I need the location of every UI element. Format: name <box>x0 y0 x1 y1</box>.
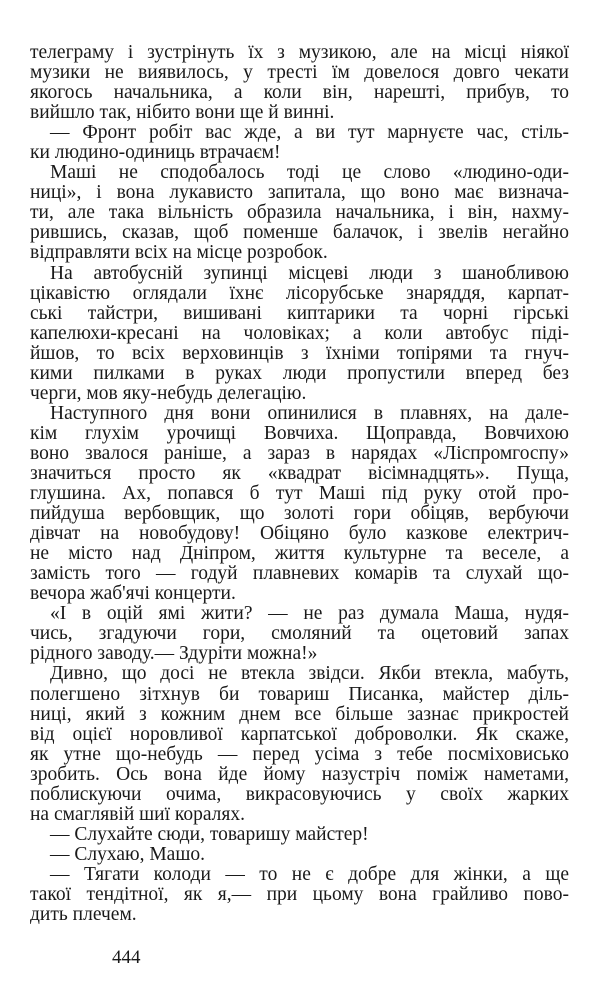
text-line: глушина. Ах, попався б тут Маші під руку отой про- <box>30 483 569 505</box>
text-line: від оцієї норовливої карпатської добровoлки. Як скаже, <box>30 723 569 745</box>
paragraph <box>30 604 569 664</box>
text-line: ти, але така вільність образила начальника, і він, нахму- <box>30 202 569 224</box>
text-line: не місто над Дніпром, життя культурне та веселе, а <box>30 543 569 565</box>
text-line: черги, мов яку-небудь делегацію. <box>30 382 307 404</box>
text-line: Наступного дня вони опинилися в плавнях, на дале- <box>50 402 569 424</box>
text-line: капелюхи-кресані на чоловіках; а коли автобус піді- <box>30 322 569 344</box>
text-line: ські тайстри, вишивані киптарики та чорні гірські <box>30 302 569 324</box>
paragraph <box>30 123 569 163</box>
text-line: Дивно, що досі не втекла звідси. Якби втекла, мабуть, <box>50 663 569 685</box>
text-line: вийшло так, нібито вони ще й винні. <box>30 102 335 124</box>
paragraph <box>30 845 569 865</box>
text-line: ниці, який з кожним днем все більше зазнає прикростей <box>30 703 569 725</box>
text-line: музики не виявилось, у тресті їм довелося довго чекати <box>30 62 569 84</box>
text-line: йшов, то всіх верховинців з їхніми топірями та гнуч- <box>30 342 569 364</box>
paragraph <box>30 825 569 845</box>
paragraph <box>30 404 569 604</box>
text-line: чись, згадуючи гори, смоляний та оцетовий запах <box>30 623 569 645</box>
text-line: воно звалося раніше, а зараз в нарядах «Ліспромгоспу» <box>30 442 569 464</box>
text-line: кими пилками в руках люди пропустили вперед без <box>30 362 569 384</box>
text-line: відправляти всіх на місце розробок. <box>30 242 328 264</box>
text-line: такої тендітної, як я,— при цьому вона грайливо пово- <box>30 883 569 905</box>
text-line: — Слухаю, Машо. <box>50 843 205 865</box>
text-line: пийдуша вербовщик, що золоті гори обіцяв, вербуючи <box>30 503 569 525</box>
page-body-text <box>30 43 569 925</box>
text-line: рившись, сказав, щоб поменше балачок, і звелів негайно <box>30 222 569 244</box>
text-line: зробить. Ось вона йде йому назустріч поміж наметами, <box>30 763 569 785</box>
text-line: на смаглявій шиї коралях. <box>30 803 246 825</box>
text-line: — Тягати колоди — то не є добре для жінки, а ще <box>50 863 569 885</box>
text-line: значиться просто як «квадрат вісімнадцять». Пуща, <box>30 462 569 484</box>
text-line: замість того — годуй плавневих комарів та слухай що- <box>30 563 569 585</box>
text-line: вечора жаб'ячі концерти. <box>30 583 236 605</box>
text-line: «І в оцій ямі жити? — не раз думала Маша, нудя- <box>50 603 569 625</box>
text-line: рідного заводу.— Здуріти можна!» <box>30 643 318 665</box>
text-line: Маші не сподобалось тоді це слово «людино-оди- <box>50 162 569 184</box>
paragraph <box>30 664 569 824</box>
paragraph <box>30 43 569 123</box>
text-line: ки людино-одиниць втрачаєм! <box>30 142 281 164</box>
page-number: 444 <box>112 947 141 968</box>
text-line: кім глухім урочищі Вовчиха. Щоправда, Вовчихою <box>30 422 569 444</box>
text-line: ниці», і вона лукависто запитала, що воно має визнача- <box>30 182 569 204</box>
paragraph <box>30 865 569 925</box>
text-line: полегшено зітхнув би товариш Писанка, майстер діль- <box>30 683 569 705</box>
paragraph <box>30 264 569 404</box>
text-line: — Слухайте сюди, товаришу майстер! <box>50 823 369 845</box>
text-line: дівчат на новобудову! Обіцяно було казкове електрич- <box>30 523 569 545</box>
text-line: якогось начальника, а коли він, нарешті, прибув, то <box>30 82 569 104</box>
text-line: На автобусній зупинці місцеві люди з шанобливою <box>50 262 569 284</box>
text-line: як утне що-небудь — перед усіма з тебе посміховисько <box>30 743 569 765</box>
text-line: цікавістю оглядали їхнє лісорубське знаряддя, карпат- <box>30 282 569 304</box>
paragraph <box>30 163 569 263</box>
text-line: — Фронт робіт вас жде, а ви тут марнуєте час, стіль- <box>50 122 569 144</box>
text-line: дить плечем. <box>30 904 137 926</box>
text-line: поблискуючи очима, викрасовуючись у своїх жарких <box>30 783 569 805</box>
text-line: телеграму і зустрінуть їх з музикою, але на місці ніякої <box>30 42 569 63</box>
